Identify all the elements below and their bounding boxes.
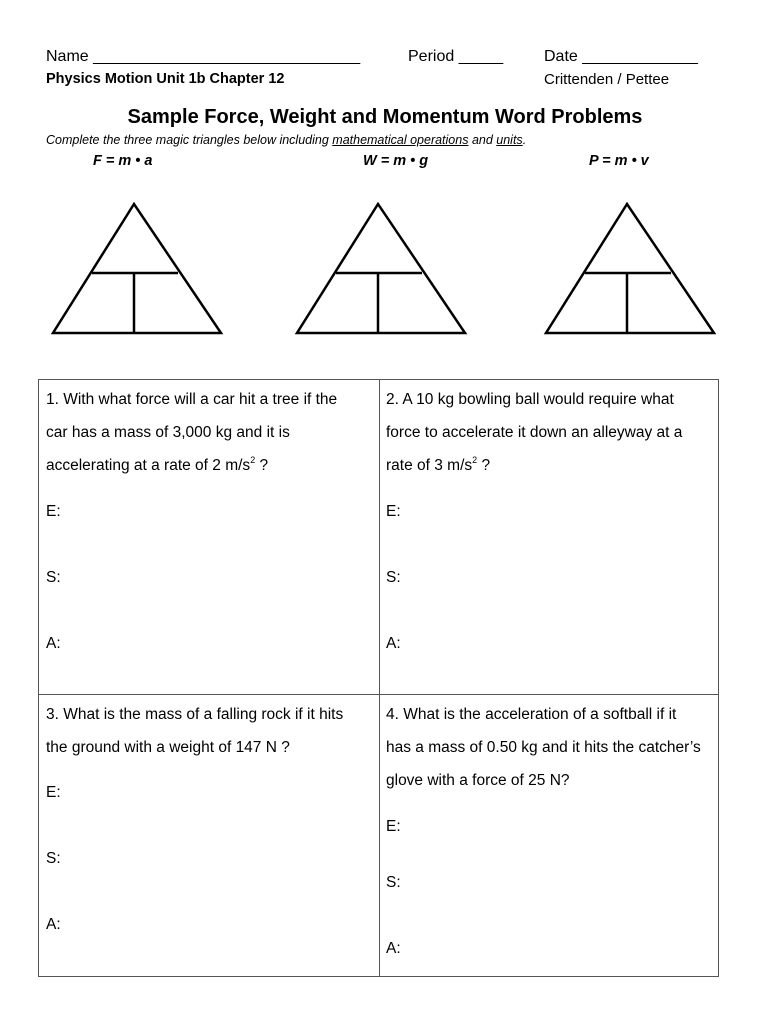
problem-3-line-1: 3. What is the mass of a falling rock if it hits xyxy=(46,706,344,723)
problem-1-exponent: 2 xyxy=(250,455,256,465)
problem-2-exponent: 2 xyxy=(472,455,478,465)
instructions-prefix: Complete the three magic triangles below including xyxy=(46,133,333,147)
grid-divider-horizontal xyxy=(39,694,718,695)
instructions-middle: and xyxy=(468,133,497,147)
problem-3-a-label[interactable]: A: xyxy=(46,916,61,933)
problem-2-line-1: 2. A 10 kg bowling ball would require what xyxy=(386,391,674,408)
problem-1-line-3: accelerating at a rate of 2 m/s xyxy=(46,457,251,474)
instructions-term-operations: mathematical operations xyxy=(332,133,469,147)
instructions xyxy=(46,133,526,147)
date-blank[interactable]: _____________ xyxy=(582,48,698,65)
problem-4-line-2: has a mass of 0.50 kg and it hits the catcher’s xyxy=(386,739,701,756)
name-line xyxy=(46,48,360,66)
period-line xyxy=(408,48,503,66)
formula-momentum: P = m • v xyxy=(589,153,649,169)
teacher-names: Crittenden / Pettee xyxy=(544,71,670,88)
problem-4-e-label[interactable]: E: xyxy=(386,818,401,835)
problem-4-s-label[interactable]: S: xyxy=(386,874,401,891)
problem-1 xyxy=(46,383,337,482)
problem-1-line-2: car has a mass of 3,000 kg and it is xyxy=(46,424,290,441)
magic-triangle-force[interactable] xyxy=(50,202,224,336)
problem-3 xyxy=(46,698,343,764)
period-label: Period xyxy=(408,48,455,65)
problem-1-line-1: 1. With what force will a car hit a tree if the xyxy=(46,391,338,408)
problem-2-tail: ? xyxy=(477,457,491,474)
problem-2 xyxy=(386,383,682,482)
instructions-suffix: . xyxy=(522,133,527,147)
formula-force: F = m • a xyxy=(93,153,153,169)
grid-divider-vertical xyxy=(379,380,380,976)
problem-2-s-label[interactable]: S: xyxy=(386,569,401,586)
problem-3-s-label[interactable]: S: xyxy=(46,850,61,867)
date-label: Date xyxy=(544,48,578,65)
problem-2-line-2: force to accelerate it down an alleyway at a xyxy=(386,424,683,441)
problem-1-tail: ? xyxy=(255,457,269,474)
instructions-term-units: units xyxy=(496,133,523,147)
problem-1-a-label[interactable]: A: xyxy=(46,635,61,652)
magic-triangle-weight[interactable] xyxy=(294,202,468,336)
course-info: Physics Motion Unit 1b Chapter 12 xyxy=(46,71,285,87)
problem-4 xyxy=(386,698,701,797)
magic-triangle-momentum[interactable] xyxy=(543,202,717,336)
page-title: Sample Force, Weight and Momentum Word Problems xyxy=(127,106,643,128)
problem-1-s-label[interactable]: S: xyxy=(46,569,61,586)
formula-weight: W = m • g xyxy=(363,153,429,169)
problem-3-line-2: the ground with a weight of 147 N ? xyxy=(46,739,290,756)
problem-4-line-1: 4. What is the acceleration of a softball if it xyxy=(386,706,677,723)
problem-3-e-label[interactable]: E: xyxy=(46,784,61,801)
problem-2-line-3: rate of 3 m/s xyxy=(386,457,473,474)
name-label: Name xyxy=(46,48,89,65)
problem-1-e-label[interactable]: E: xyxy=(46,503,61,520)
problem-2-e-label[interactable]: E: xyxy=(386,503,401,520)
problem-2-a-label[interactable]: A: xyxy=(386,635,401,652)
problem-4-a-label[interactable]: A: xyxy=(386,940,401,957)
name-blank[interactable]: ______________________________ xyxy=(93,48,361,65)
problems-grid xyxy=(38,379,719,977)
date-line xyxy=(544,48,698,66)
problem-4-line-3: glove with a force of 25 N? xyxy=(386,772,570,789)
period-blank[interactable]: _____ xyxy=(458,48,504,65)
